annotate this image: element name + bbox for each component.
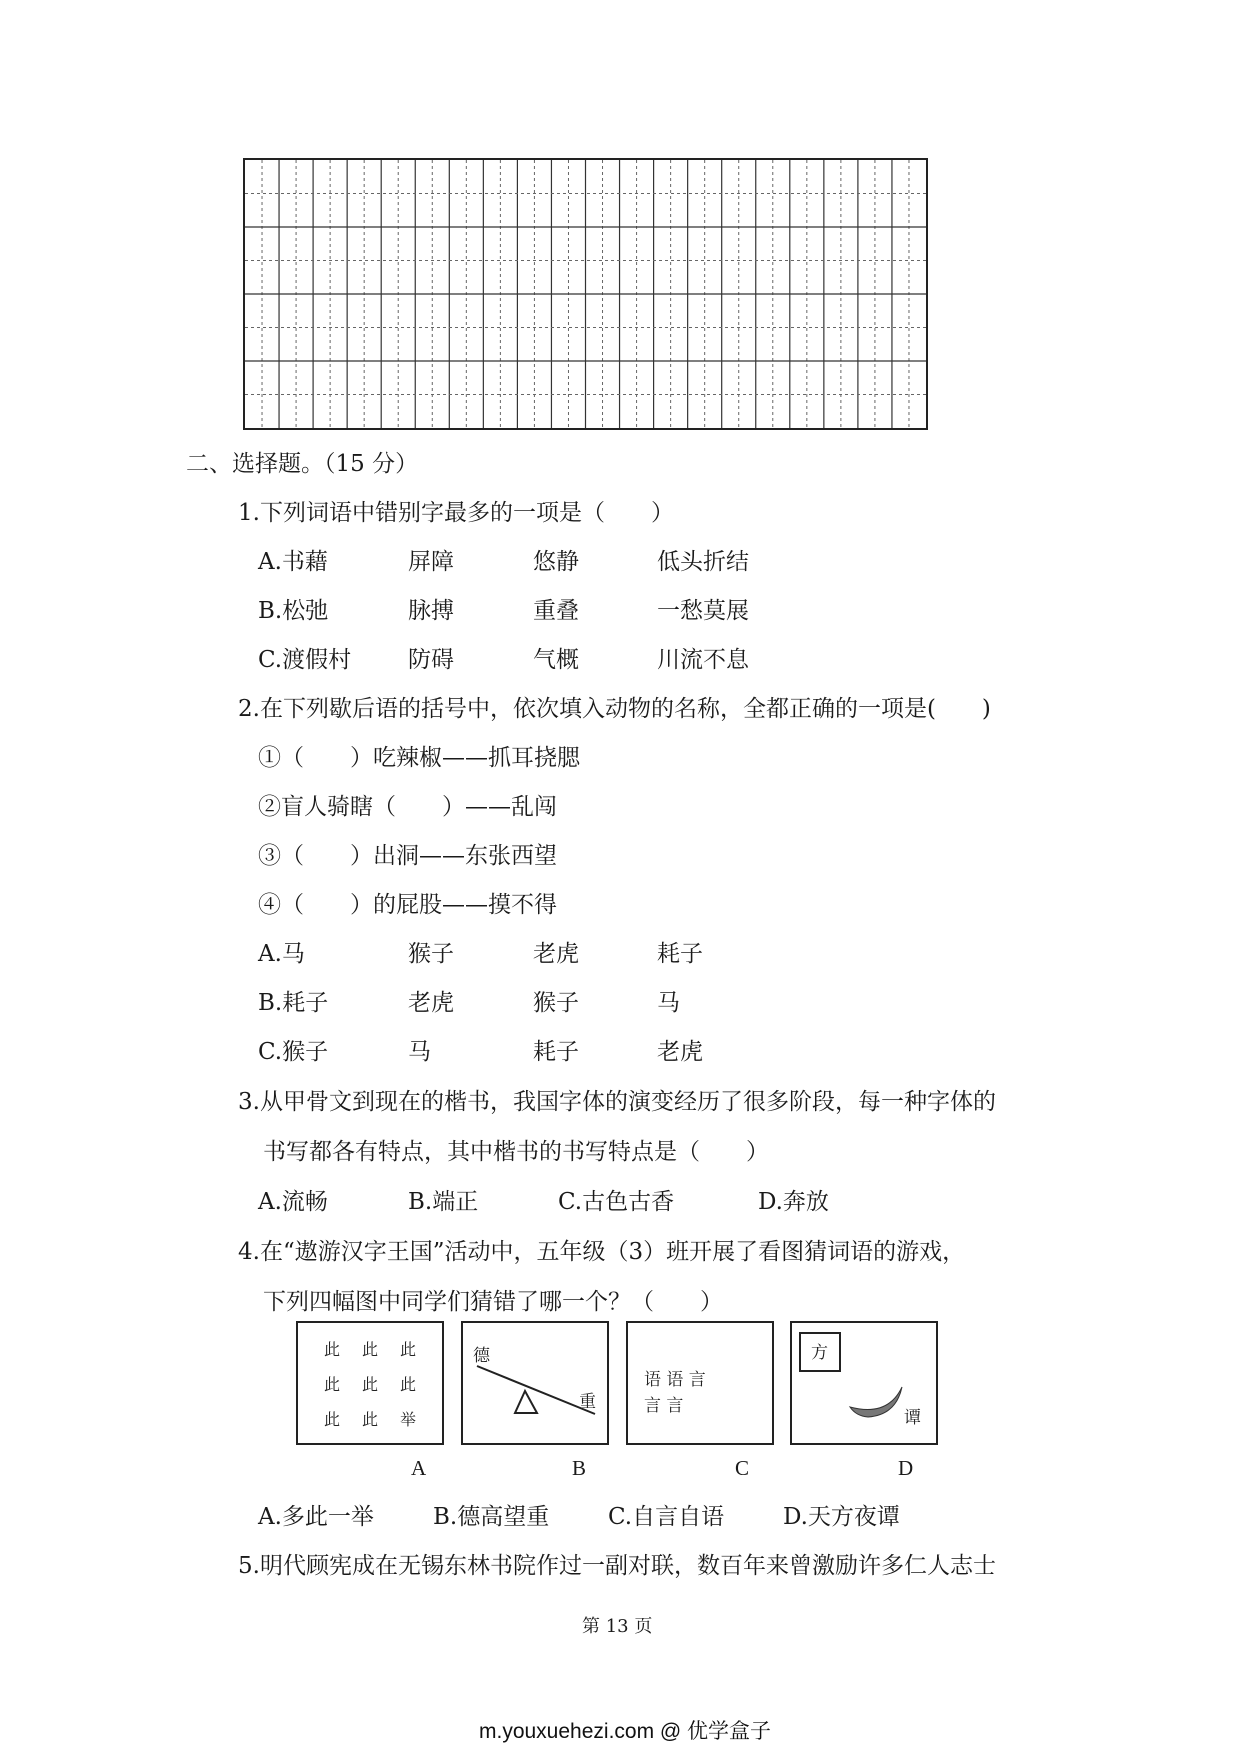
pic-a-char-4: 此: [324, 1375, 341, 1394]
pic-a-char-6: 此: [400, 1375, 417, 1394]
q4-option-c: C.自言自语: [608, 1504, 725, 1530]
q5-stem: 5.明代顾宪成在无锡东林书院作过一副对联，数百年来曾激励许多仁人志士: [238, 1553, 996, 1579]
picture-d-moon: [792, 1323, 936, 1443]
picture-c: [626, 1321, 774, 1445]
q2-option-c-word2: 马: [408, 1039, 431, 1065]
q2-option-b: B.耗子: [258, 990, 329, 1016]
q1-option-a-word4: 低头折结: [657, 549, 749, 575]
pic-a-char-3: 此: [400, 1340, 417, 1359]
q2-stem: 2.在下列歇后语的括号中，依次填入动物的名称，全都正确的一项是( ): [238, 696, 991, 722]
q1-option-a-word2: 屏障: [408, 549, 454, 575]
q1-option-c-word4: 川流不息: [657, 647, 749, 673]
q1-option-b-word2: 脉搏: [408, 598, 454, 624]
q2-option-c-word3: 耗子: [533, 1039, 579, 1065]
q2-option-a: A.马: [258, 941, 305, 967]
picture-b-seesaw: [463, 1323, 607, 1443]
pic-d-moon-char: 谭: [904, 1408, 921, 1428]
picture-a: [296, 1321, 444, 1445]
pic-b-right-char: 重: [579, 1392, 596, 1412]
seesaw-plank: [477, 1366, 595, 1414]
q2-item-3: ③（ ）出洞——东张西望: [258, 843, 557, 869]
q4-stem-line1: 4.在“遨游汉字王国”活动中，五年级（3）班开展了看图猜词语的游戏，: [238, 1239, 966, 1265]
picture-label-c: C: [735, 1456, 750, 1480]
q4-option-d: D.天方夜谭: [783, 1504, 900, 1530]
pic-d-box-char: 方: [811, 1343, 828, 1363]
pic-a-char-7: 此: [324, 1410, 341, 1429]
q4-option-a: A.多此一举: [258, 1504, 374, 1530]
picture-label-a: A: [411, 1456, 427, 1480]
seesaw-fulcrum: [515, 1391, 537, 1413]
q2-option-a-word4: 耗子: [657, 941, 703, 967]
q1-option-c-word3: 气概: [533, 647, 579, 673]
pic-a-char-5: 此: [362, 1375, 379, 1394]
picture-d: [790, 1321, 938, 1445]
pic-c-line2: 言 言: [644, 1396, 684, 1416]
pic-a-char-8: 此: [362, 1410, 379, 1429]
q2-option-b-word4: 马: [657, 990, 680, 1016]
q1-option-b: B.松弛: [258, 598, 329, 624]
q1-option-b-word3: 重叠: [533, 598, 579, 624]
picture-a-chars: [298, 1323, 442, 1443]
q3-option-b: B.端正: [408, 1189, 479, 1215]
crescent-moon-icon: [850, 1387, 902, 1417]
writing-grid-lines: [245, 160, 926, 428]
q4-stem-line2: 下列四幅图中同学们猜错了哪一个？（ ）: [263, 1289, 723, 1315]
pic-c-line1: 语 语 言: [644, 1370, 706, 1390]
pic-a-char-1: 此: [324, 1340, 341, 1359]
q1-option-c-word2: 防碍: [408, 647, 454, 673]
site-watermark: m.youxuehezi.com @ 优学盒子: [479, 1720, 772, 1743]
q1-option-c: C.渡假村: [258, 647, 352, 673]
q1-option-b-word4: 一愁莫展: [657, 598, 749, 624]
q3-stem-line2: 书写都各有特点，其中楷书的书写特点是（ ）: [263, 1139, 769, 1165]
q2-option-a-word2: 猴子: [408, 941, 454, 967]
picture-label-b: B: [572, 1456, 587, 1480]
q3-option-c: C.古色古香: [558, 1189, 675, 1215]
q3-option-d: D.奔放: [758, 1189, 829, 1215]
q2-option-b-word2: 老虎: [408, 990, 454, 1016]
q1-stem: 1.下列词语中错别字最多的一项是（ ）: [238, 500, 674, 526]
q2-option-b-word3: 猴子: [533, 990, 579, 1016]
picture-label-d: D: [898, 1456, 914, 1480]
page-number: 第 13 页: [582, 1616, 653, 1637]
pic-a-char-9: 举: [400, 1410, 417, 1429]
q1-option-a-word3: 悠静: [533, 549, 579, 575]
q1-option-a: A.书藉: [258, 549, 328, 575]
pic-b-left-char: 德: [473, 1346, 490, 1366]
q2-option-c-word4: 老虎: [657, 1039, 703, 1065]
q2-option-a-word3: 老虎: [533, 941, 579, 967]
writing-grid: [243, 158, 928, 430]
q4-option-b: B.德高望重: [433, 1504, 550, 1530]
q2-item-2: ②盲人骑瞎（ ）——乱闯: [258, 794, 557, 820]
q3-option-a: A.流畅: [258, 1189, 328, 1215]
q2-item-4: ④（ ）的屁股——摸不得: [258, 892, 557, 918]
q2-item-1: ①（ ）吃辣椒——抓耳挠腮: [258, 745, 580, 771]
q2-option-c: C.猴子: [258, 1039, 329, 1065]
pic-a-char-2: 此: [362, 1340, 379, 1359]
section-title: 二、选择题。（15 分）: [186, 451, 419, 477]
q3-stem-line1: 3.从甲骨文到现在的楷书，我国字体的演变经历了很多阶段，每一种字体的: [238, 1089, 996, 1115]
picture-c-chars: [628, 1323, 772, 1443]
picture-b: [461, 1321, 609, 1445]
